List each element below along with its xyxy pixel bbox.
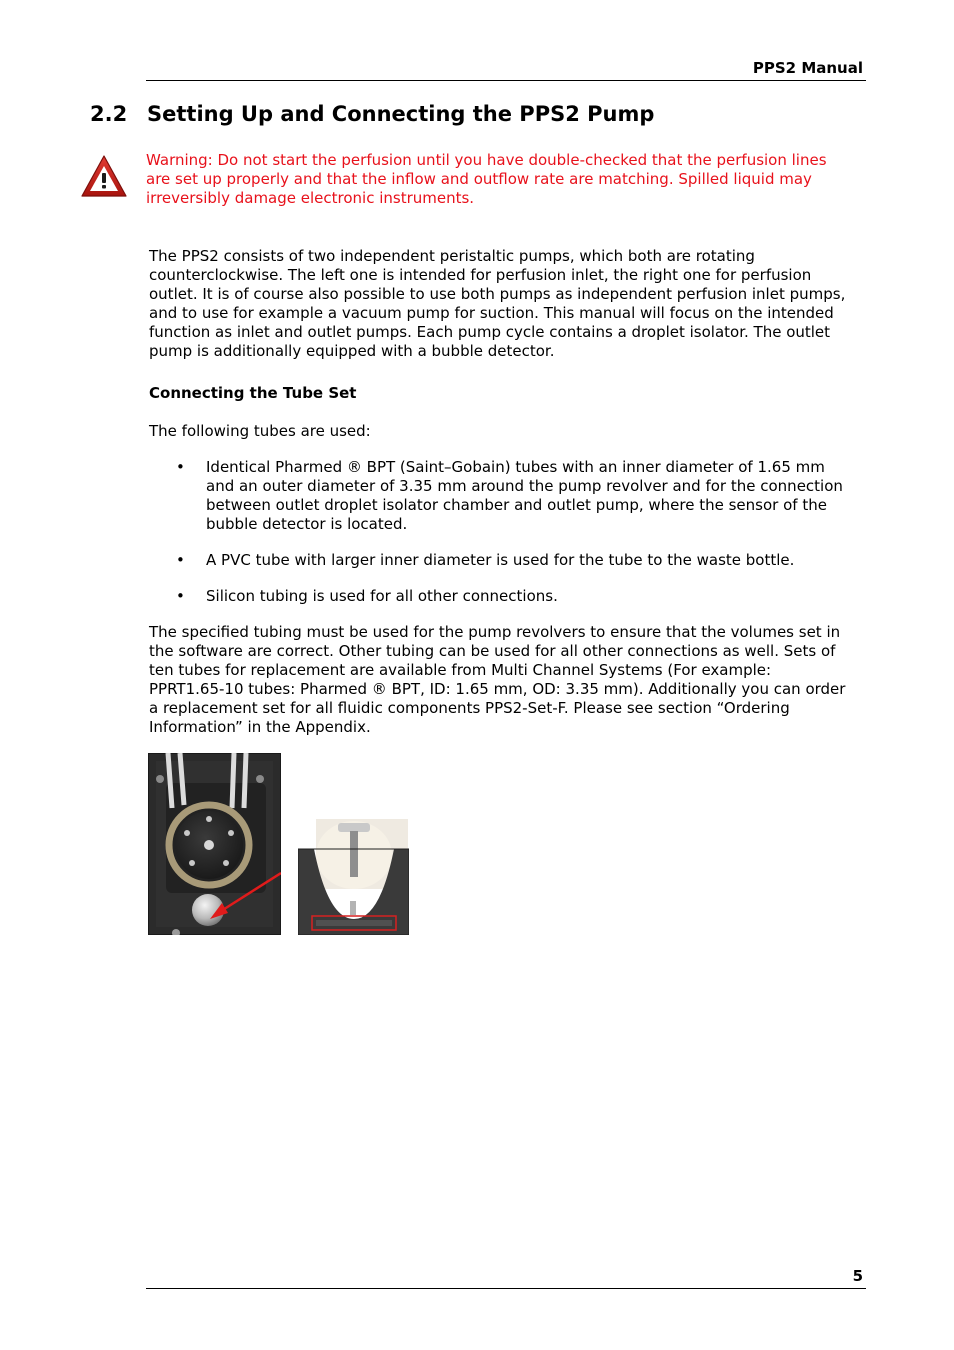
droplet-isolator-photo — [298, 819, 409, 935]
subsection-heading: Connecting the Tube Set — [149, 384, 357, 402]
running-header: PPS2 Manual — [752, 59, 863, 77]
list-item — [149, 458, 849, 534]
section-title: Setting Up and Connecting the PPS2 Pump — [147, 102, 655, 126]
bullet-marker: • — [176, 458, 185, 476]
tubing-paragraph: The specified tubing must be used for the pump revolvers to ensure that the volumes set in the software are correct. Other tubing can be used for all other connections as well. Sets of ten tubes for replacement are available from Multi Channel Systems (For example: PPRT1.65-10 tubes: Pharmed ® BPT, ID: 1.65 mm, OD: 3.35 mm). Additionally you can order a replacement set for all fluidic components PPS2-Set-F. Please see section “Ordering Information” in the Appendix. — [149, 623, 846, 736]
intro-paragraph: The PPS2 consists of two independent peristaltic pumps, which both are rotating counterclockwise. The left one is intended for perfusion inlet, the right one for perfusion outlet. It is of course also possible to use both pumps as independent perfusion inlet pumps, and to use for example a vacuum pump for suction. This manual will focus on the intended function as inlet and outlet pumps. Each pump cycle contains a droplet isolator. The outlet pump is additionally equipped with a bubble detector. — [149, 247, 846, 360]
list-item — [149, 587, 849, 606]
bullet-marker: • — [176, 587, 185, 605]
section-number: 2.2 — [90, 102, 128, 126]
section-heading — [90, 102, 654, 126]
header-rule — [146, 80, 866, 81]
page-number: 5 — [852, 1267, 863, 1285]
tube-list-lead: The following tubes are used: — [149, 422, 371, 440]
pump-revolver-photo — [148, 753, 281, 935]
warning-triangle-icon — [80, 153, 128, 201]
bullet-marker: • — [176, 551, 185, 569]
list-item-text: Silicon tubing is used for all other connections. — [206, 587, 558, 605]
list-item-text: Identical Pharmed ® BPT (Saint–Gobain) tubes with an inner diameter of 1.65 mm and an outer diameter of 3.35 mm around the pump revolver and for the connection between outlet droplet isolator chamber and outlet pump, where the sensor of the bubble detector is located. — [206, 458, 843, 533]
warning-text: Warning: Do not start the perfusion until you have double-checked that the perfusion lines are set up properly and that the inflow and outflow rate are matching. Spilled liquid may irreversibly damage electronic instruments. — [146, 151, 827, 207]
list-item-text: A PVC tube with larger inner diameter is used for the tube to the waste bottle. — [206, 551, 795, 569]
footer-rule — [146, 1288, 866, 1289]
list-item — [149, 551, 849, 570]
